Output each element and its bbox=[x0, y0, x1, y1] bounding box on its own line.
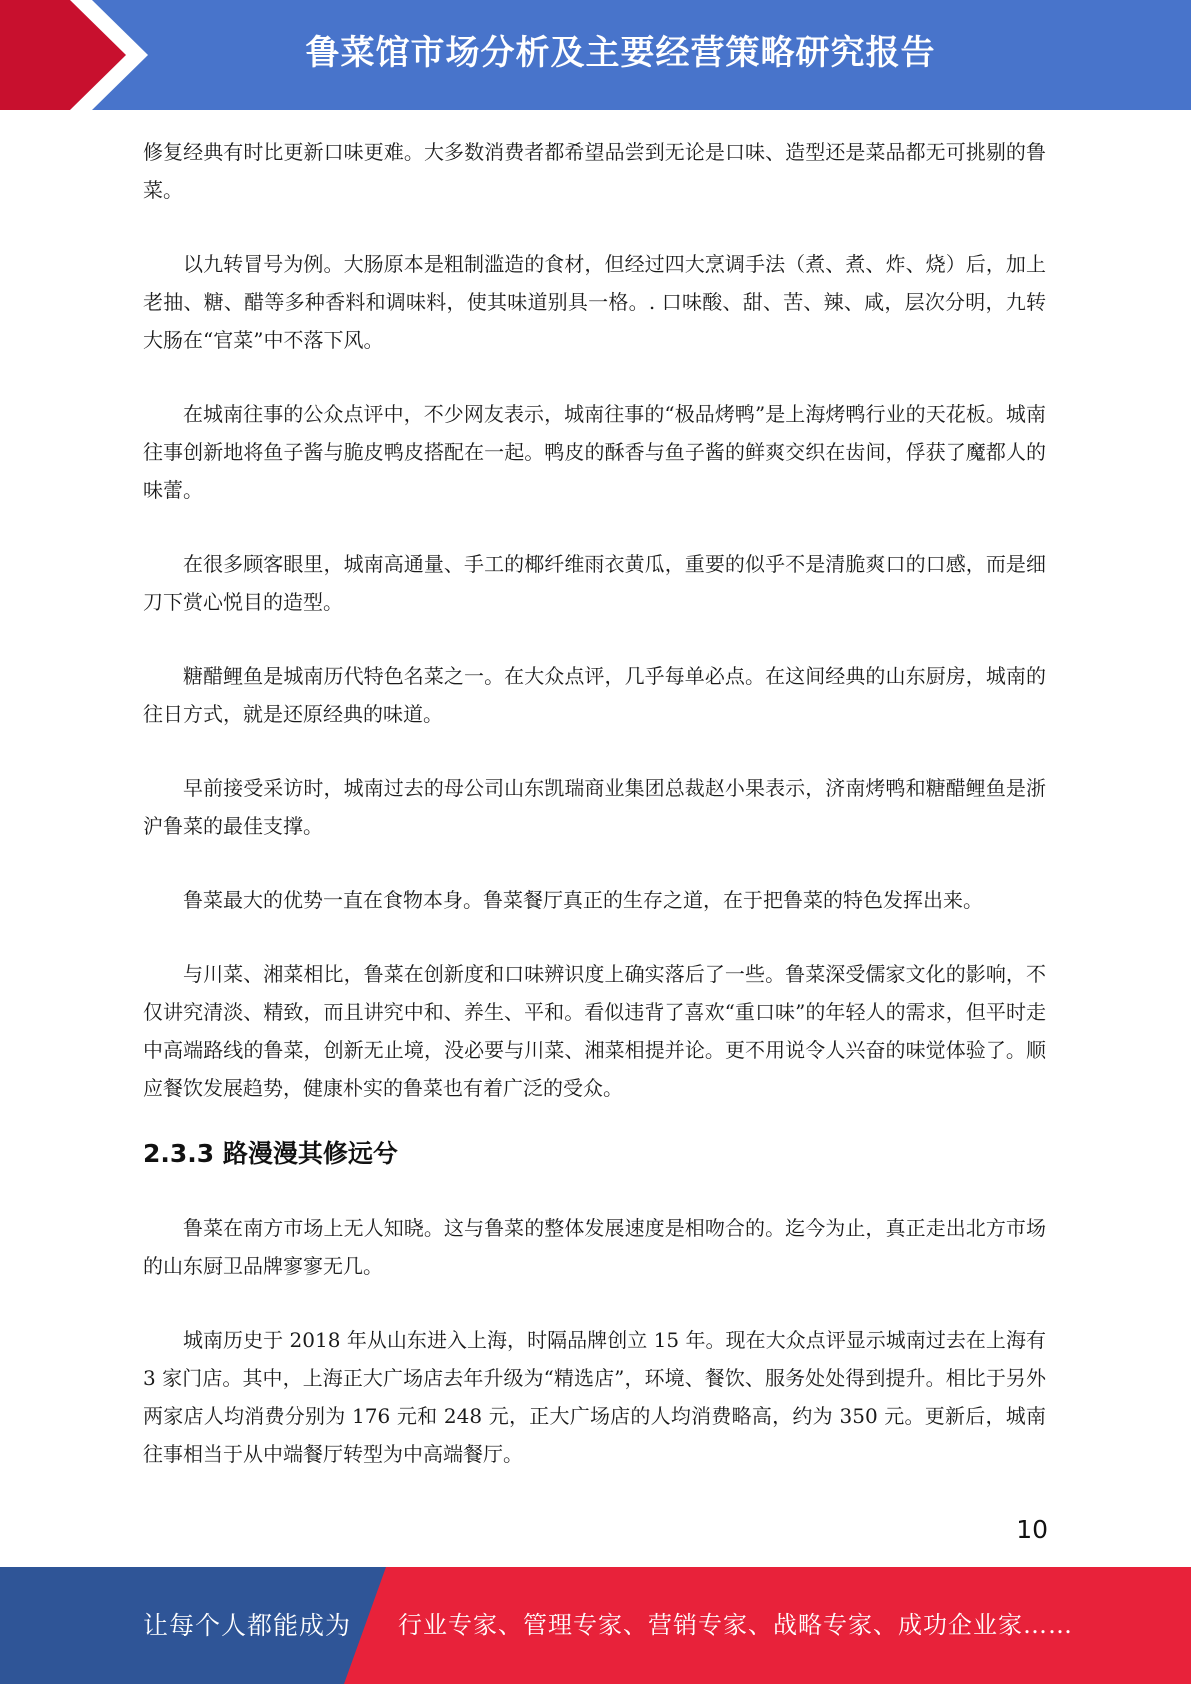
header-chevron-icon bbox=[0, 0, 160, 110]
report-title: 鲁菜馆市场分析及主要经营策略研究报告 bbox=[305, 33, 936, 73]
paragraph-4: 在很多顾客眼里，城南高通量、手工的椰纤维雨衣黄瓜，重要的似乎不是清脆爽口的口感，而是细刀下赏心悦目的造型。 bbox=[143, 552, 1046, 614]
footer-slogan-left: 让每个人都能成为 bbox=[143, 1611, 352, 1640]
section-heading: 2.3.3 路漫漫其修远兮 bbox=[143, 1139, 398, 1168]
paragraph-1: 修复经典有时比更新口味更难。大多数消费者都希望品尝到无论是口味、造型还是菜品都无可挑剔的鲁菜。 bbox=[143, 140, 1046, 202]
paragraph-7: 鲁菜最大的优势一直在食物本身。鲁菜餐厅真正的生存之道，在于把鲁菜的特色发挥出来。 bbox=[183, 888, 983, 912]
paragraph-9: 鲁菜在南方市场上无人知晓。这与鲁菜的整体发展速度是相吻合的。迄今为止，真正走出北方市场的山东厨卫品牌寥寥无几。 bbox=[143, 1216, 1046, 1278]
page-header bbox=[0, 0, 1191, 110]
page-number: 10 bbox=[1016, 1515, 1048, 1544]
paragraph-5: 糖醋鲤鱼是城南历代特色名菜之一。在大众点评，几乎每单必点。在这间经典的山东厨房，城南的往日方式，就是还原经典的味道。 bbox=[143, 664, 1046, 726]
page-footer bbox=[0, 1567, 1191, 1684]
paragraph-8: 与川菜、湘菜相比，鲁菜在创新度和口味辨识度上确实落后了一些。鲁菜深受儒家文化的影响，不仅讲究清淡、精致，而且讲究中和、养生、平和。看似违背了喜欢“重口味”的年轻人的需求，但平时走中高端路线的鲁菜，创新无止境，没必要与川菜、湘菜相提并论。更不用说令人兴奋的味觉体验了。顺应餐饮发展趋势，健康朴实的鲁菜也有着广泛的受众。 bbox=[143, 962, 1046, 1100]
footer-slogan-right: 行业专家、管理专家、营销专家、战略专家、成功企业家…… bbox=[398, 1611, 1073, 1639]
paragraph-6: 早前接受采访时，城南过去的母公司山东凯瑞商业集团总裁赵小果表示，济南烤鸭和糖醋鲤鱼是浙沪鲁菜的最佳支撑。 bbox=[143, 776, 1046, 838]
paragraph-2: 以九转冒号为例。大肠原本是粗制滥造的食材，但经过四大烹调手法（煮、煮、炸、烧）后，加上老抽、糖、醋等多种香料和调味料，使其味道别具一格。. 口味酸、甜、苦、辣、咸，层次分明，九转大肠在“官菜”中不落下风。 bbox=[143, 252, 1046, 352]
paragraph-10: 城南历史于 2018 年从山东进入上海，时隔品牌创立 15 年。现在大众点评显示城南过去在上海有 3 家门店。其中，上海正大广场店去年升级为“精选店”，环境、餐饮、服务处处得到提升。相比于另外两家店人均消费分别为 176 元和 248 元，正大广场店的人均消费略高，约为 350 元。更新后，城南往事相当于从中端餐厅转型为中高端餐厅。 bbox=[143, 1328, 1046, 1466]
document-body bbox=[143, 133, 1046, 1473]
paragraph-3: 在城南往事的公众点评中，不少网友表示，城南往事的“极品烤鸭”是上海烤鸭行业的天花板。城南往事创新地将鱼子酱与脆皮鸭皮搭配在一起。鸭皮的酥香与鱼子酱的鲜爽交织在齿间，俘获了魔都人的味蕾。 bbox=[143, 402, 1046, 502]
